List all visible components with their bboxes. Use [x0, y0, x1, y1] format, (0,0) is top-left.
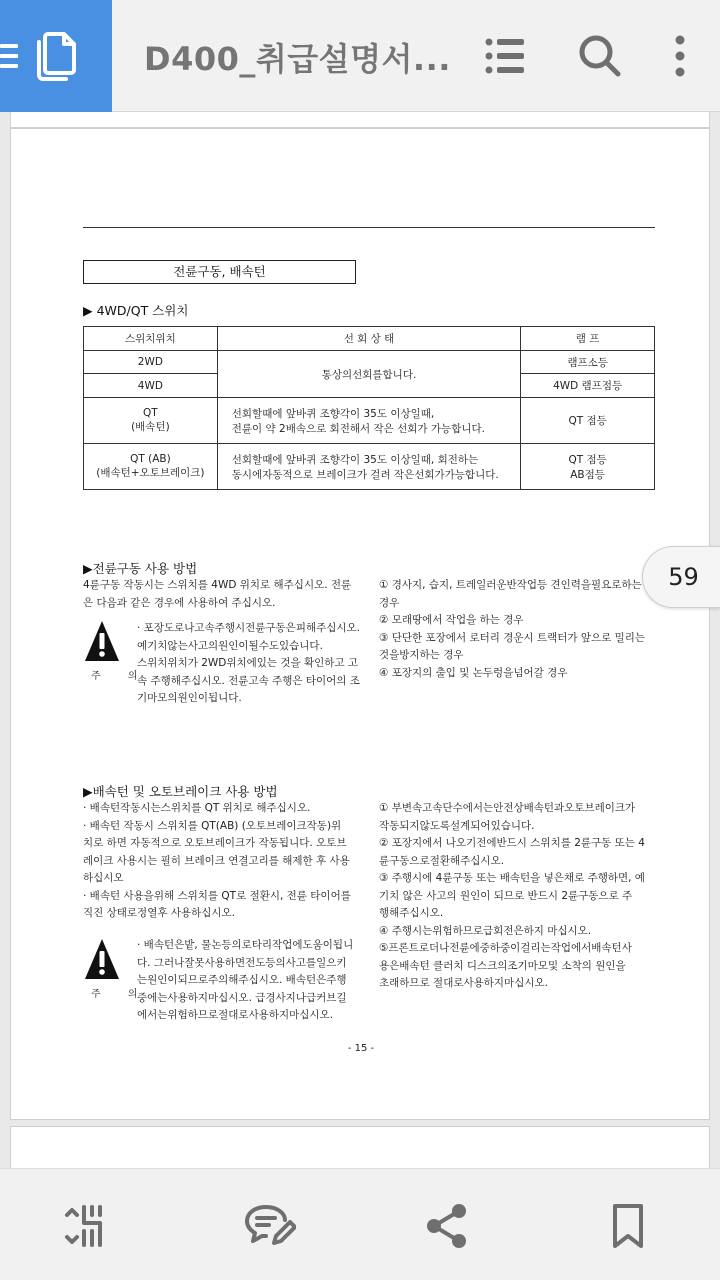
cell-line: (배속턴) [131, 421, 170, 433]
text-line: 에서는위험하므로절대로사용하지마십시오. [137, 1009, 334, 1021]
table-row [84, 444, 655, 490]
table-cell [217, 398, 520, 444]
cell-line: QT (AB) [130, 453, 171, 465]
cell-line: QT 점등 [568, 453, 607, 466]
header-rule [83, 227, 655, 228]
caution-symbol [83, 619, 150, 689]
page-indicator[interactable]: 59 [642, 546, 720, 608]
text-line: 행해주십시오. [379, 907, 444, 919]
speed-turn-heading: ▶배속턴 및 오토브레이크 사용 방법 [83, 784, 278, 799]
table-header-cell: 램 프 [521, 327, 655, 351]
bottom-toolbar [0, 1168, 720, 1280]
table-cell [521, 398, 655, 444]
text-line: 작동되지않도록설계되어있습니다. [379, 819, 535, 832]
text-line: · 포장도로나고속주행시전륜구동은피해주십시오. [137, 622, 361, 634]
text-line: · 배속턴은밭, 물논등의로타리작업에도움이됩니 [137, 939, 354, 951]
text-line: ③ 주행시에 4륜구동 또는 배속턴을 넣은채로 주행하면, 예 [379, 872, 645, 884]
table-row [84, 351, 655, 374]
text-line: · 배속턴작동시는스위치를 QT 위치로 해주십시오. [83, 802, 311, 814]
pdf-page [10, 128, 710, 1120]
text-line: 다. 그러나잘못사용하면전도등의사고를일으키 [137, 956, 347, 969]
table-cell: 램프소등 [521, 351, 655, 374]
comment-icon[interactable] [244, 1203, 296, 1249]
text-line: 용은배속턴 클러치 디스크의조기마모및 소착의 원인을 [379, 959, 626, 972]
table-cell [217, 444, 520, 490]
text-line: 중에는사용하지마십시오. 급경사지나급커브길 [137, 991, 347, 1004]
text-line: 는원인이되므로주의해주십시오. 배속턴은주행 [137, 974, 347, 986]
table-cell: 4WD [84, 374, 218, 398]
text-line: 직진 상태로정열후 사용하십시오. [83, 907, 236, 919]
table-header-cell: 선 회 상 태 [217, 327, 520, 351]
text-line: 기치 않은 사고의 원인이 되므로 반드시 2륜구동으로 주 [379, 889, 633, 902]
caution-label: 주 의 [91, 989, 150, 1000]
warning-icon [83, 937, 121, 981]
text-line: ② 포장지에서 나오기전에반드시 스위치를 2륜구동 또는 4 [379, 837, 645, 849]
cell-line: QT 점등 [568, 415, 607, 427]
previous-page-edge [10, 112, 710, 128]
text-line: 스위치위치가 2WD위치에있는 것을 확인하고 고 [137, 657, 359, 669]
search-icon[interactable] [578, 30, 622, 82]
text-line: · 배속턴 사용을위해 스위치를 QT로 절환시, 전륜 타이어를 [83, 889, 351, 902]
table-cell: 통상의선회를합니다. [217, 351, 520, 398]
document-viewer[interactable] [0, 112, 720, 1168]
table-cell [84, 444, 218, 490]
list-icon[interactable] [484, 30, 526, 82]
front-drive-cases [379, 577, 669, 682]
table-cell [521, 444, 655, 490]
switch-table [83, 326, 655, 490]
text-line: 은 다음과 같은 경우에 사용하여 주십시오. [83, 596, 276, 609]
reflow-icon[interactable] [64, 1203, 112, 1249]
text-line: 륜구동으로절환해주십시오. [379, 854, 505, 867]
text-line: 4륜구동 작동시는 스위치를 4WD 위치로 해주십시오. 전륜 [83, 579, 352, 591]
page-footer-number: - 15 - [347, 1043, 375, 1054]
text-line: ② 모래땅에서 작업을 하는 경우 [379, 614, 524, 626]
text-line: 기마모의원인이됩니다. [137, 692, 242, 704]
caution-label: 주 의 [91, 671, 150, 682]
cell-line: AB점등 [570, 468, 605, 481]
speed-turn-instructions [83, 800, 373, 923]
cell-line: 전륜이 약 2배속으로 회전해서 작은 선회가 가능합니다. [231, 422, 485, 435]
front-drive-caution [137, 620, 397, 708]
menu-icon[interactable] [0, 44, 18, 74]
text-line: 레이크 사용시는 필히 브레이크 연결고리를 해제한 후 사용 [83, 854, 350, 867]
speed-turn-caution [137, 937, 397, 1025]
table-header-row [84, 327, 655, 351]
text-line: 치로 하면 자동적으로 오토브레이크가 작동됩니다. 오토브 [83, 837, 347, 849]
speed-turn-notes [379, 800, 679, 993]
text-line: · 배속턴 작동시 스위치를 QT(AB) (오토브레이크작동)위 [83, 819, 342, 832]
text-line: 초래하므로 절대로사용하지마십시오. [379, 977, 548, 989]
more-vert-icon[interactable] [670, 30, 690, 82]
text-line: 것을방지하는 경우 [379, 649, 464, 661]
text-line: ① 경사지, 습지, 트레일러운반작업등 견인력을필요로하는 [379, 579, 642, 591]
table-cell [84, 398, 218, 444]
documents-button[interactable] [0, 0, 112, 112]
top-toolbar [0, 0, 720, 112]
text-line: 하십시오 [83, 872, 124, 884]
table-cell: 2WD [84, 351, 218, 374]
table-row [84, 398, 655, 444]
text-line: ④ 주행시는위험하므로급회전은하지 마십시오. [379, 924, 592, 937]
cell-line: QT [143, 407, 158, 419]
next-page-edge [10, 1126, 710, 1168]
text-line: 예기치않는사고의원인이될수도있습니다. [137, 639, 323, 652]
share-icon[interactable] [426, 1203, 468, 1249]
documents-icon [36, 30, 80, 82]
table-header-cell: 스위치위치 [84, 327, 218, 351]
text-line: ⑤프론트로더나전륜에중하중이걸리는작업에서배속턴사 [379, 942, 632, 954]
front-drive-heading: ▶전륜구동 사용 방법 [83, 561, 198, 576]
document-title: D400_취급설명서... [144, 40, 451, 78]
text-line: ③ 단단한 포장에서 로터리 경운시 트랙터가 앞으로 밀리는 [379, 631, 646, 644]
text-line: 경우 [379, 596, 400, 609]
front-drive-intro [83, 577, 363, 612]
cell-line: 선회할때에 앞바퀴 조향각이 35도 이상일때, 회전하는 [231, 453, 479, 466]
section-box-title: 전륜구동, 배속턴 [83, 260, 356, 284]
cell-line: 동시에자동적으로 브레이크가 걸려 작은선회가가능합니다. [231, 468, 499, 481]
caution-symbol [83, 937, 150, 1007]
text-line: ① 부변속고속단수에서는안전상배속턴과오토브레이크가 [379, 802, 636, 814]
text-line: ④ 포장지의 출입 및 논두렁을넘어갈 경우 [379, 666, 568, 679]
cell-line: (배속턴+오토브레이크) [96, 467, 205, 479]
warning-icon [83, 619, 121, 663]
bookmark-icon[interactable] [612, 1203, 644, 1249]
table-cell: 4WD 램프점등 [521, 374, 655, 398]
cell-line: 선회할때에 앞바퀴 조향각이 35도 이상일때, [231, 407, 435, 420]
switch-heading: ▶ 4WD/QT 스위치 [83, 303, 189, 318]
text-line: 속 주행해주십시오. 전륜고속 주행은 타이어의 조 [137, 674, 360, 687]
